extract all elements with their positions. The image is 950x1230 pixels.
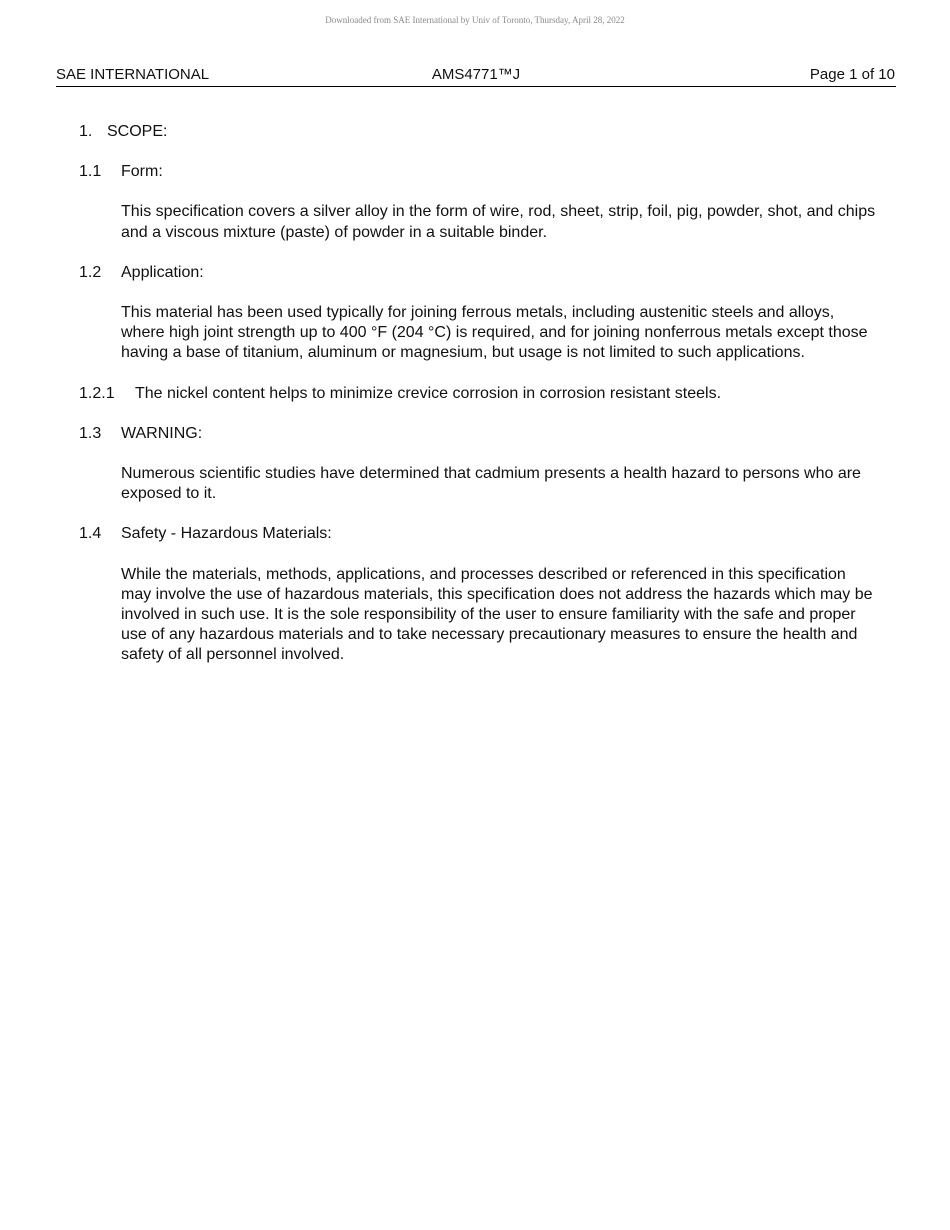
section-number: 1.3 (79, 424, 102, 442)
section-1-1-heading (79, 162, 879, 182)
section-1-1-paragraph: This specification covers a silver alloy in the form of wire, rod, sheet, strip, foil, pig, powder, shot, and chips and a viscous mixture (paste) of powder in a suitable binder. (121, 203, 876, 241)
header-organization: SAE INTERNATIONAL (56, 66, 210, 83)
section-title: Safety - Hazardous Materials: (121, 525, 332, 543)
section-1-2-heading (79, 263, 879, 283)
page-header (56, 66, 896, 87)
section-1-3-paragraph: Numerous scientific studies have determined that cadmium presents a health hazard to persons who are exposed to it. (121, 465, 861, 503)
section-title: Form: (121, 163, 163, 181)
section-1-4-heading (79, 524, 879, 544)
section-title: SCOPE: (107, 123, 168, 140)
section-number: 1.2.1 (79, 384, 115, 402)
section-1-4-paragraph: While the materials, methods, applications, and processes described or referenced in this specification may involve the use of hazardous materials, this specification does not address the hazards which may be involved in such use. It is the sole responsibility of the user to ensure familiarity with the safe and proper use of any hazardous materials and to take necessary precautionary measures to ensure the health and safety of all personnel involved. (121, 565, 873, 664)
section-number: 1.2 (79, 263, 102, 281)
header-document-id: AMS4771™J (431, 66, 521, 83)
section-number: 1.4 (79, 525, 102, 543)
section-title: WARNING: (121, 424, 203, 442)
section-number: 1.1 (79, 163, 102, 181)
section-1-2-paragraph: This material has been used typically for joining ferrous metals, including austenitic steels and alloys, where high joint strength up to 400 °F (204 °C) is required, and for joining nonferrous metals except those having a base of titanium, aluminum or magnesium, but usage is not limited to such applications. (121, 304, 868, 362)
download-watermark: Downloaded from SAE International by Univ of Toronto, Thursday, April 28, 2022 (325, 15, 625, 25)
header-page-number: Page 1 of 10 (809, 66, 895, 83)
section-text: The nickel content helps to minimize crevice corrosion in corrosion resistant steels. (135, 384, 722, 402)
section-1-3-heading (79, 424, 879, 444)
section-number: 1. (79, 123, 93, 140)
section-title: Application: (121, 263, 204, 281)
section-1-heading (79, 122, 879, 142)
section-1-2-1 (79, 384, 879, 404)
document-body (79, 122, 879, 666)
